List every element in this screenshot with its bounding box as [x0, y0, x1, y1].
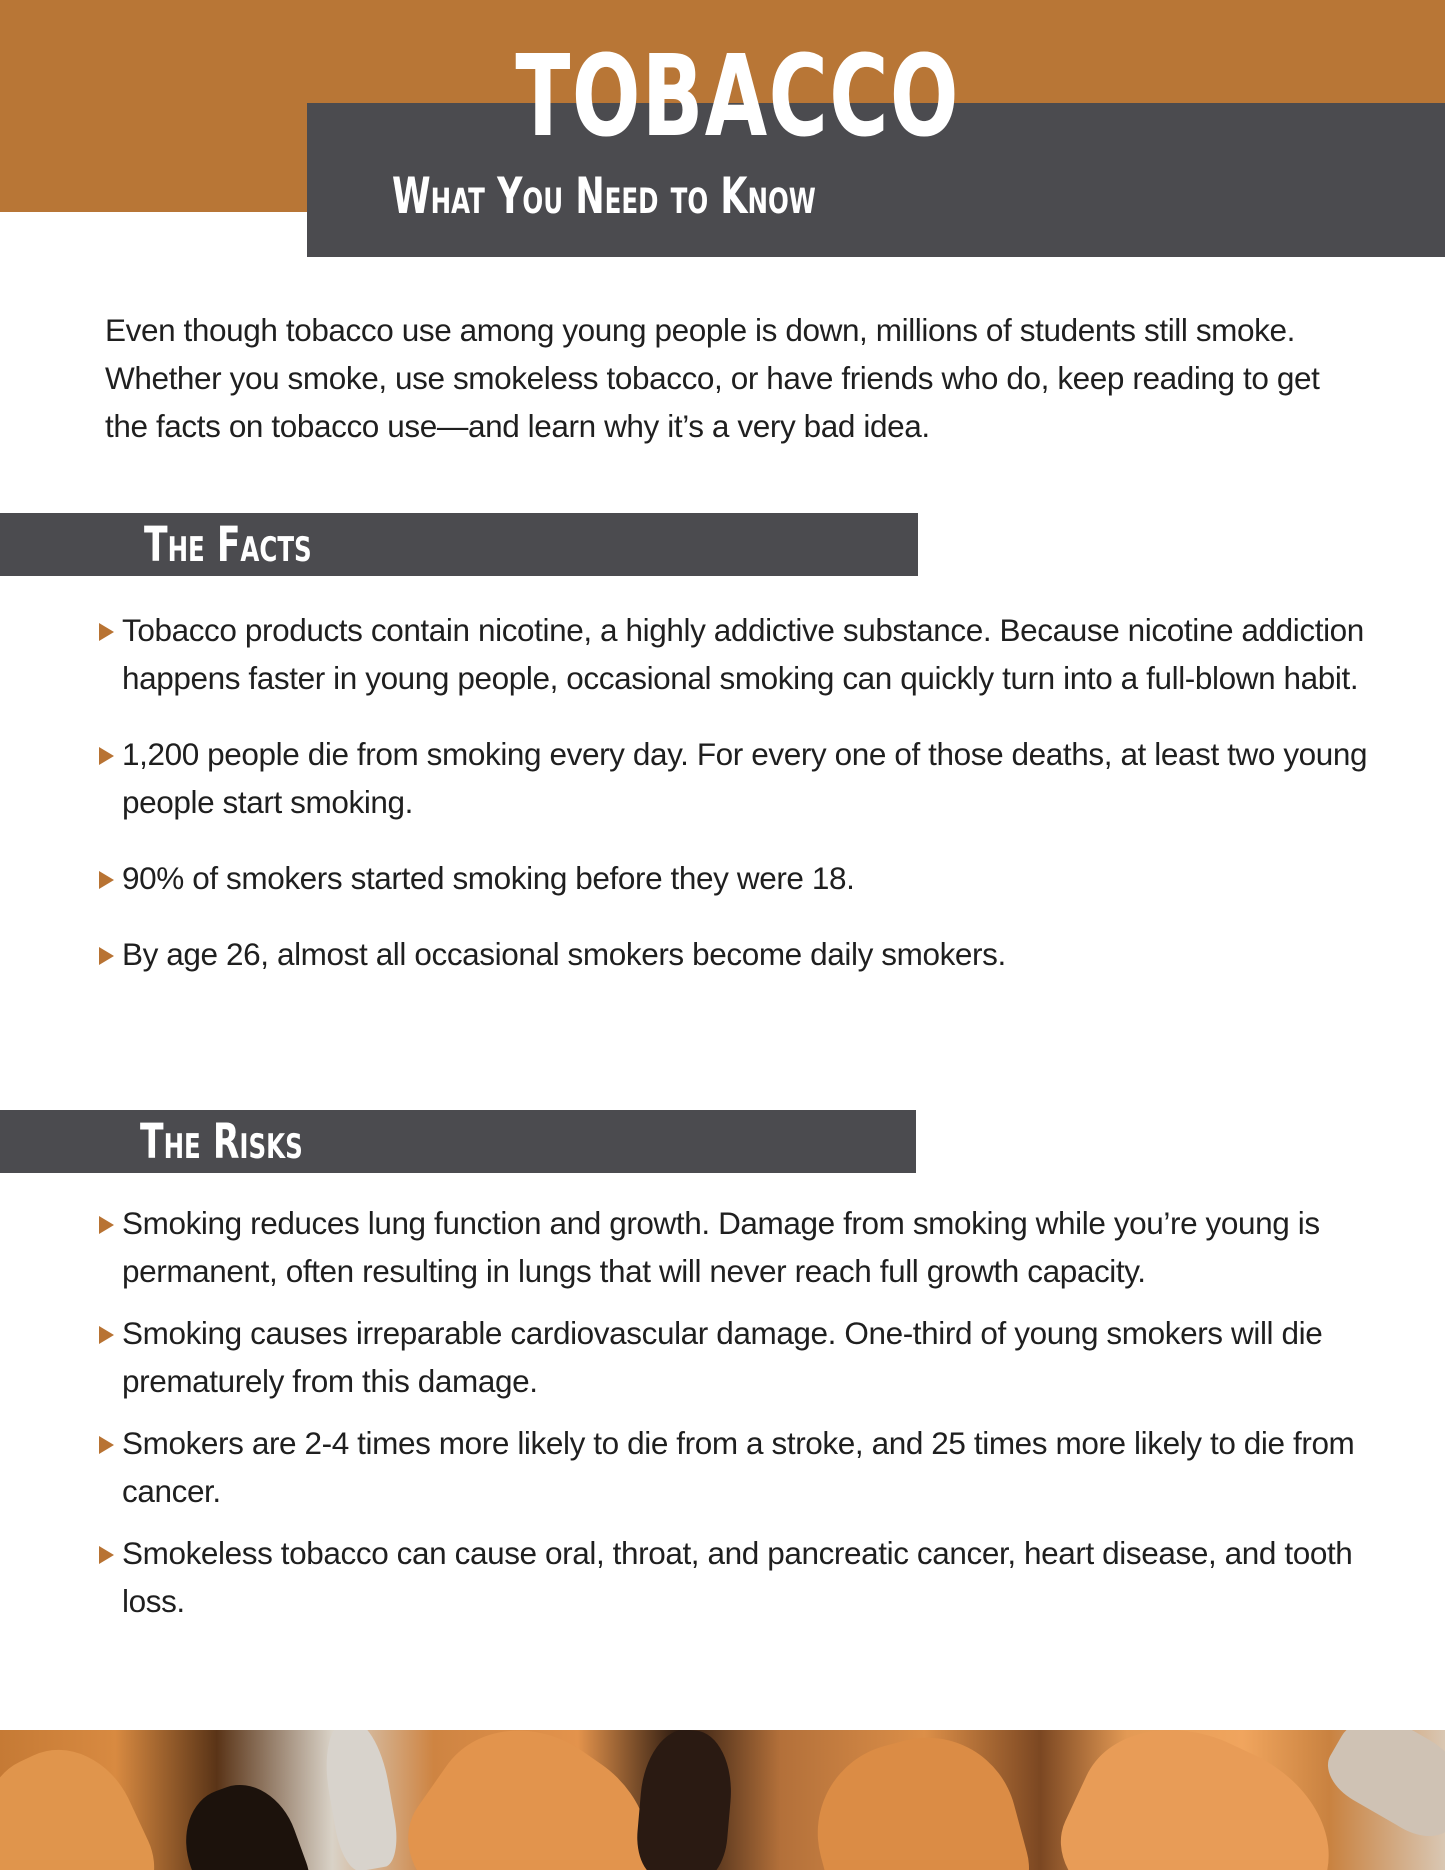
intro-paragraph: Even though tobacco use among young people is down, millions of students still smoke. Whether you smoke, use smokeless tobacco, or have friends who do, keep reading to get the facts on tobacco use—and learn why it’s a very bad idea.: [105, 312, 1320, 444]
list-item-text: Smokers are 2-4 times more likely to die from a stroke, and 25 times more likely to die from cancer.: [122, 1425, 1355, 1509]
cigarette-butt-shape: [0, 1730, 171, 1870]
list-item-text: Smoking causes irreparable cardiovascular damage. One-third of young smokers will die prematurely from this damage.: [122, 1315, 1323, 1399]
page-title: TOBACCO: [515, 32, 960, 162]
facts-list: [96, 606, 1376, 1006]
cigarette-butt-shape: [634, 1730, 737, 1870]
cigarette-butt-shape: [798, 1730, 1043, 1870]
cigarette-butts-photo: [0, 1730, 1445, 1870]
triangle-bullet-icon: [99, 1546, 114, 1564]
cigarette-butt-shape: [1040, 1730, 1360, 1870]
list-item: [96, 1199, 1376, 1295]
triangle-bullet-icon: [99, 623, 114, 641]
triangle-bullet-icon: [99, 1326, 114, 1344]
list-item: [96, 1419, 1376, 1515]
list-item-text: 1,200 people die from smoking every day. For every one of those deaths, at least two young people start smoking.: [122, 736, 1368, 820]
list-item: [96, 606, 1376, 702]
triangle-bullet-icon: [99, 1216, 114, 1234]
list-item: [96, 854, 1376, 902]
list-item-text: By age 26, almost all occasional smokers become daily smokers.: [122, 936, 1006, 972]
list-item-text: Smoking reduces lung function and growth. Damage from smoking while you’re young is permanent, often resulting in lungs that will never reach full growth capacity.: [122, 1205, 1320, 1289]
list-item-text: Smokeless tobacco can cause oral, throat, and pancreatic cancer, heart disease, and tooth loss.: [122, 1535, 1353, 1619]
facts-section-bar: [0, 513, 918, 576]
risks-list: [96, 1199, 1376, 1639]
list-item: [96, 1529, 1376, 1625]
page-subtitle: What You Need to Know: [392, 167, 816, 225]
cigarette-butt-shape: [317, 1730, 402, 1870]
triangle-bullet-icon: [99, 747, 114, 765]
list-item-text: Tobacco products contain nicotine, a highly addictive substance. Because nicotine addiction happens faster in young people, occasional smoking can quickly turn into a full-blown habit.: [122, 612, 1364, 696]
risks-section-title: The Risks: [140, 1114, 303, 1170]
cigarette-butt-shape: [169, 1770, 320, 1870]
risks-section-bar: [0, 1110, 916, 1173]
triangle-bullet-icon: [99, 871, 114, 889]
triangle-bullet-icon: [99, 1436, 114, 1454]
list-item: [96, 930, 1376, 978]
list-item: [96, 730, 1376, 826]
triangle-bullet-icon: [99, 947, 114, 965]
cigarette-butt-shape: [1317, 1730, 1445, 1849]
list-item: [96, 1309, 1376, 1405]
list-item-text: 90% of smokers started smoking before they were 18.: [122, 860, 855, 896]
facts-section-title: The Facts: [144, 517, 312, 573]
